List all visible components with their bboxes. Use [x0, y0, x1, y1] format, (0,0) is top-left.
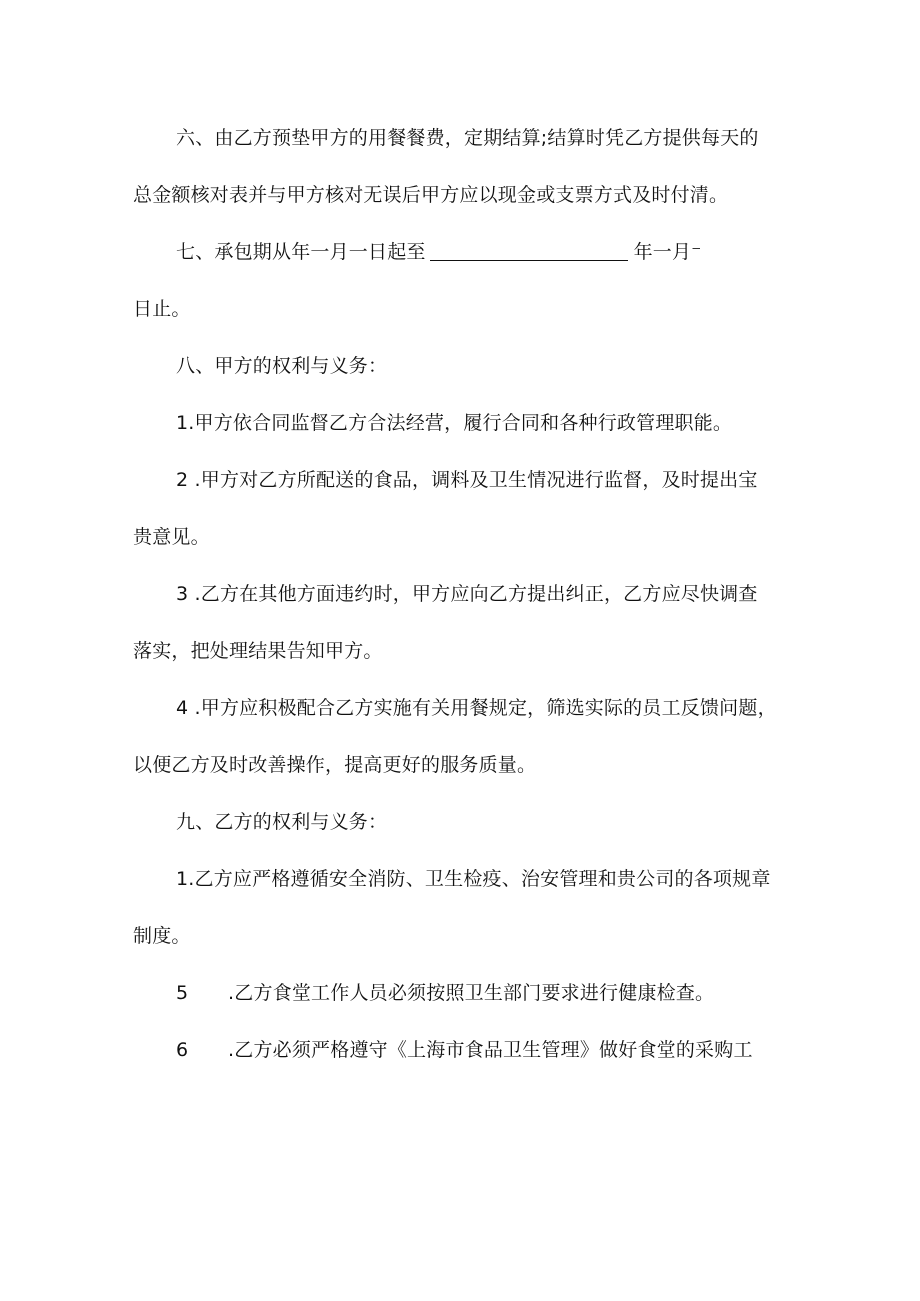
- paragraph-6-line-1: 六、由乙方预垫甲方的用餐餐费，定期结算;结算时凭乙方提供每天的: [176, 127, 759, 149]
- item-5-text: .乙方食堂工作人员必须按照卫生部门要求进行健康检查。: [228, 982, 715, 1004]
- paragraph-7-text-end: 年一月⁻: [633, 241, 702, 263]
- section-8-item-2-line-2: 贵意见。: [133, 526, 210, 548]
- item-6-text: .乙方必须严格遵守《上海市食品卫生管理》做好食堂的采购工: [228, 1039, 753, 1061]
- section-8-item-2-line-1: 2 .甲方对乙方所配送的食品，调料及卫生情况进行监督，及时提出宝: [176, 469, 758, 491]
- section-9-item-5: [176, 981, 714, 1005]
- section-8-item-4-line-1: 4 .甲方应积极配合乙方实施有关用餐规定，筛选实际的员工反馈问题，: [176, 697, 777, 719]
- section-9-item-1-line-2: 制度。: [133, 925, 191, 947]
- section-8-item-3-line-1: 3 .乙方在其他方面违约时，甲方应向乙方提出纠正，乙方应尽快调查: [176, 583, 758, 605]
- fill-in-blank: [430, 240, 628, 261]
- paragraph-7-text-start: 七、承包期从年一月一日起至: [176, 241, 426, 263]
- item-5-number: 5: [176, 982, 189, 1004]
- section-8-item-1: 1.甲方依合同监督乙方合法经营，履行合同和各种行政管理职能。: [176, 412, 733, 434]
- item-6-number: 6: [176, 1039, 189, 1061]
- paragraph-7-line-1: [176, 240, 701, 264]
- section-8-item-3-line-2: 落实，把处理结果告知甲方。: [133, 640, 383, 662]
- section-9-heading: 九、乙方的权利与义务：: [176, 811, 388, 833]
- section-9-item-6: [176, 1038, 753, 1062]
- paragraph-7-line-2: 日止。: [133, 298, 191, 320]
- section-9-item-1-line-1: 1.乙方应严格遵循安全消防、卫生检疫、治安管理和贵公司的各项规章: [176, 868, 771, 890]
- section-8-heading: 八、甲方的权利与义务：: [176, 355, 388, 377]
- section-8-item-4-line-2: 以便乙方及时改善操作，提高更好的服务质量。: [133, 754, 537, 776]
- paragraph-6-line-2: 总金额核对表并与甲方核对无误后甲方应以现金或支票方式及时付清。: [133, 184, 729, 206]
